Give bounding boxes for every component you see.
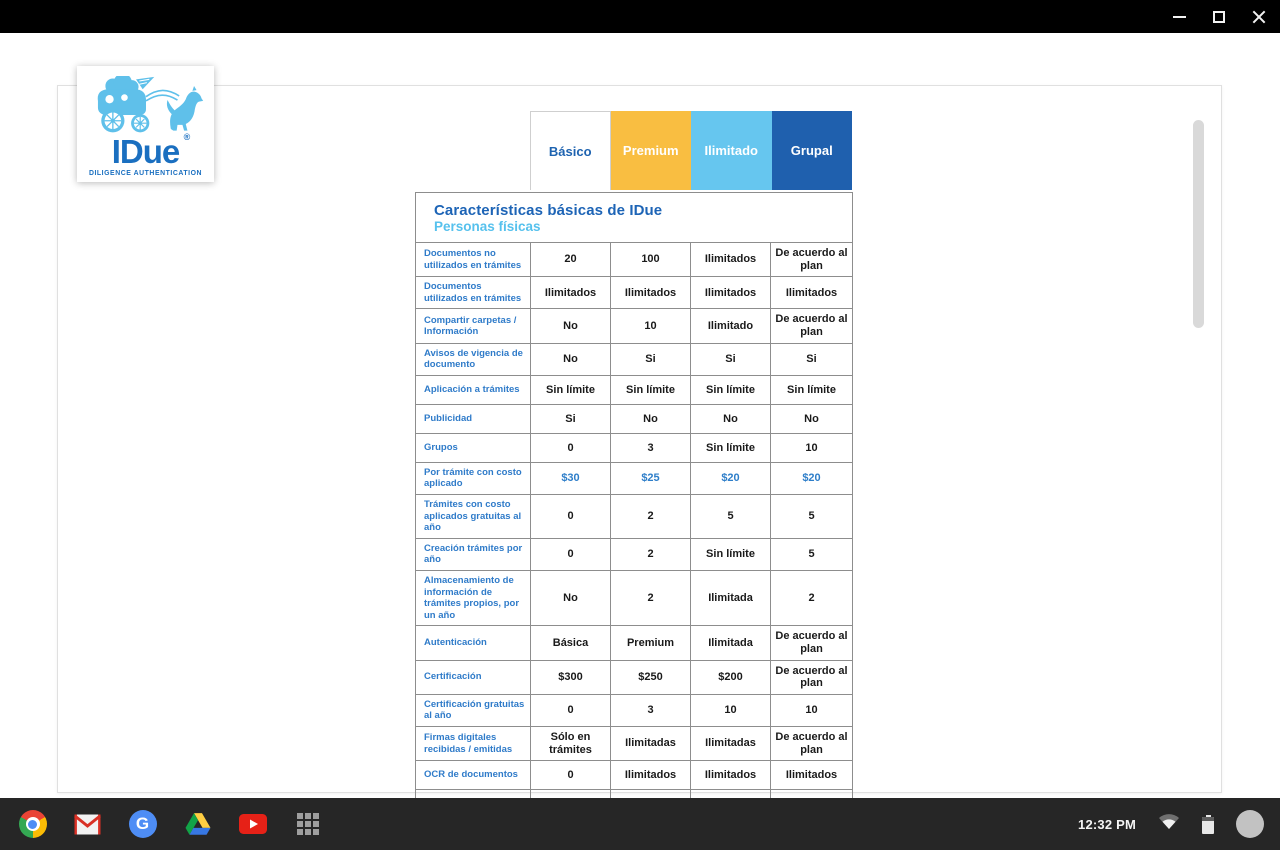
clock: 12:32 PM (1078, 816, 1136, 832)
plan-tab-premium[interactable] (611, 111, 692, 190)
feature-label: Publicidad (416, 404, 531, 433)
plan-tabs (530, 111, 852, 190)
value-ilimitado: No (691, 404, 771, 433)
value-premium: Premium (611, 626, 691, 660)
value-ilimitado: $200 (691, 660, 771, 694)
plan-tab-ilimitado[interactable] (691, 111, 772, 190)
value-grupal: De acuerdo al plan (771, 243, 853, 277)
table-title: Características básicas de IDue (434, 202, 663, 219)
value-basico: 0 (531, 694, 611, 726)
value-grupal: Si (771, 343, 853, 375)
value-grupal: 5 (771, 495, 853, 539)
feature-label: Certificación gratuitas al año (416, 694, 531, 726)
value-grupal: De acuerdo al plan (771, 726, 853, 760)
value-basico: Ilimitados (531, 277, 611, 309)
value-basico: Sin límite (531, 375, 611, 404)
table-row (416, 538, 853, 570)
table-row (416, 343, 853, 375)
plan-tab-label: Grupal (790, 143, 833, 158)
table-subtitle: Personas físicas (434, 219, 541, 234)
feature-label: Documentos utilizados en trámites (416, 277, 531, 309)
feature-label: Grupos (416, 433, 531, 462)
table-row (416, 404, 853, 433)
table-row (416, 660, 853, 694)
value-ilimitado: Sin límite (691, 433, 771, 462)
table-row (416, 570, 853, 625)
plan-comparison-table (415, 192, 852, 819)
plan-tab-label: Ilimitado (704, 143, 758, 158)
gmail-icon[interactable] (73, 810, 102, 839)
value-premium: $25 (611, 462, 691, 494)
value-grupal: De acuerdo al plan (771, 660, 853, 694)
value-ilimitado: 10 (691, 694, 771, 726)
feature-label: Documentos no utilizados en trámites (416, 243, 531, 277)
value-ilimitado: Sin límite (691, 538, 771, 570)
feature-label: Trámites con costo aplicados gratuitas al año (416, 495, 531, 539)
value-grupal: 10 (771, 433, 853, 462)
close-icon[interactable] (1246, 4, 1272, 30)
value-ilimitado: Ilimitada (691, 570, 771, 625)
value-premium: 100 (611, 243, 691, 277)
value-ilimitado: Ilimitados (691, 277, 771, 309)
value-grupal: No (771, 404, 853, 433)
battery-icon (1202, 815, 1214, 834)
table-row (416, 761, 853, 790)
feature-label: Compartir carpetas / Información (416, 309, 531, 343)
registered-mark: ® (183, 131, 190, 142)
value-premium: 2 (611, 538, 691, 570)
value-grupal: De acuerdo al plan (771, 626, 853, 660)
value-grupal: Ilimitados (771, 277, 853, 309)
brand-logo-card (77, 66, 214, 182)
value-basico: No (531, 309, 611, 343)
shelf-app-icons (0, 810, 322, 839)
wifi-icon (1158, 813, 1180, 835)
value-ilimitado: Sin límite (691, 375, 771, 404)
feature-label: Firmas digitales recibidas / emitidas (416, 726, 531, 760)
horse-carriage-icon (87, 76, 205, 139)
value-basico: No (531, 343, 611, 375)
value-basico: Sólo en trámites (531, 726, 611, 760)
value-ilimitado: Si (691, 343, 771, 375)
value-premium: Sin límite (611, 375, 691, 404)
plan-tab-basico[interactable] (530, 111, 611, 190)
table-row (416, 462, 853, 494)
value-grupal: De acuerdo al plan (771, 309, 853, 343)
value-ilimitado: Ilimitados (691, 243, 771, 277)
table-title-row (416, 193, 853, 243)
value-grupal: 5 (771, 538, 853, 570)
table-row (416, 309, 853, 343)
apps-grid-icon[interactable] (293, 810, 322, 839)
plan-tab-label: Premium (622, 143, 679, 158)
value-ilimitado: $20 (691, 462, 771, 494)
youtube-icon[interactable] (238, 810, 267, 839)
value-grupal: $20 (771, 462, 853, 494)
minimize-icon[interactable] (1166, 4, 1192, 30)
value-basico: Básica (531, 626, 611, 660)
value-basico: 20 (531, 243, 611, 277)
value-premium: Si (611, 343, 691, 375)
feature-label: Creación trámites por año (416, 538, 531, 570)
drive-icon[interactable] (183, 810, 212, 839)
google-icon[interactable]: G (128, 810, 157, 839)
value-grupal: Ilimitados (771, 761, 853, 790)
value-ilimitado: Ilimitados (691, 761, 771, 790)
value-basico: 0 (531, 433, 611, 462)
value-premium: No (611, 404, 691, 433)
scrollbar-thumb[interactable] (1193, 120, 1204, 328)
feature-label: Por trámite con costo aplicado (416, 462, 531, 494)
value-premium: Ilimitados (611, 761, 691, 790)
brand-name: IDue ® (111, 131, 190, 170)
value-premium: Ilimitados (611, 277, 691, 309)
feature-label: Aplicación a trámites (416, 375, 531, 404)
value-grupal: Sin límite (771, 375, 853, 404)
feature-label: Avisos de vigencia de documento (416, 343, 531, 375)
value-grupal: 2 (771, 570, 853, 625)
value-ilimitado: Ilimitado (691, 309, 771, 343)
feature-label: Autenticación (416, 626, 531, 660)
shelf-status-area[interactable] (1078, 810, 1280, 838)
value-premium: Ilimitadas (611, 726, 691, 760)
value-basico: $30 (531, 462, 611, 494)
plan-tab-grupal[interactable] (772, 111, 853, 190)
table-row (416, 626, 853, 660)
table-row (416, 277, 853, 309)
maximize-icon[interactable] (1206, 4, 1232, 30)
value-basico: 0 (531, 538, 611, 570)
window-titlebar (0, 0, 1280, 33)
value-premium: $250 (611, 660, 691, 694)
table-row (416, 375, 853, 404)
value-grupal: 10 (771, 694, 853, 726)
feature-label: OCR de documentos (416, 761, 531, 790)
value-premium: 3 (611, 433, 691, 462)
avatar[interactable] (1236, 810, 1264, 838)
table-row (416, 694, 853, 726)
value-premium: 3 (611, 694, 691, 726)
feature-label: Almacenamiento de información de trámites propios, por un año (416, 570, 531, 625)
brand-tagline: DILIGENCE AUTHENTICATION (88, 169, 203, 177)
value-ilimitado: 5 (691, 495, 771, 539)
value-ilimitado: Ilimitada (691, 626, 771, 660)
table-row (416, 495, 853, 539)
value-premium: 2 (611, 570, 691, 625)
plan-table-body (416, 193, 853, 819)
table-row (416, 726, 853, 760)
value-basico: No (531, 570, 611, 625)
chrome-icon[interactable] (18, 810, 47, 839)
plan-tab-label: Básico (548, 143, 592, 159)
value-basico: 0 (531, 761, 611, 790)
table-row (416, 433, 853, 462)
value-premium: 10 (611, 309, 691, 343)
table-row (416, 243, 853, 277)
window-controls (1166, 0, 1272, 33)
value-basico: $300 (531, 660, 611, 694)
value-basico: Si (531, 404, 611, 433)
shelf (0, 798, 1280, 850)
feature-label: Certificación (416, 660, 531, 694)
value-basico: 0 (531, 495, 611, 539)
value-premium: 2 (611, 495, 691, 539)
value-ilimitado: Ilimitadas (691, 726, 771, 760)
